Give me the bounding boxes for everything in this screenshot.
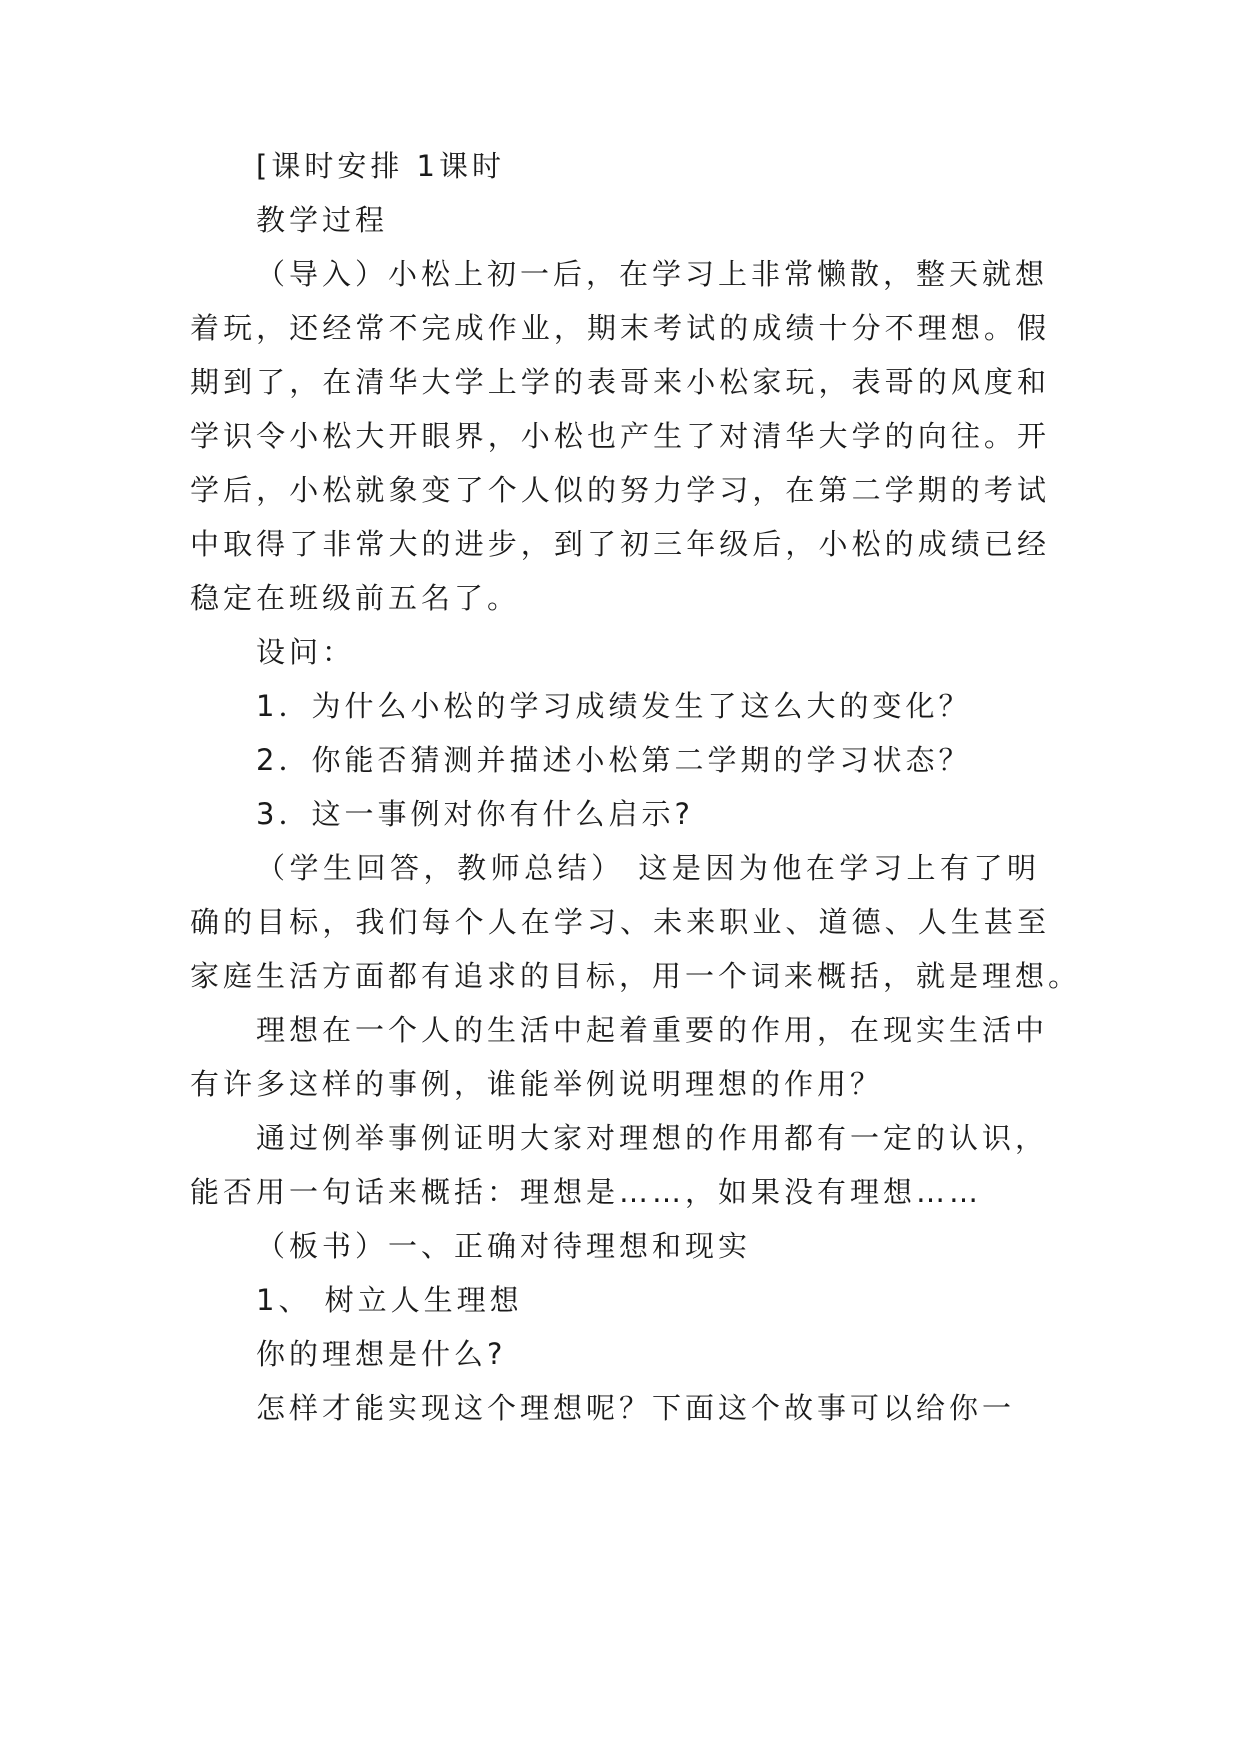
paragraph-line: （学生回答，教师总结） 这是因为他在学习上有了明: [256, 851, 1040, 885]
lesson-schedule-line: [课时安排 1课时: [256, 149, 505, 183]
question-heading: 设问：: [256, 635, 356, 669]
blackboard-heading: （板书）一、正确对待理想和现实: [256, 1229, 752, 1263]
section-heading-teaching-process: 教学过程: [256, 203, 389, 237]
paragraph-line: 着玩，还经常不完成作业，期末考试的成绩十分不理想。假: [190, 311, 1050, 345]
paragraph-line: 中取得了非常大的进步，到了初三年级后，小松的成绩已经: [190, 527, 1050, 561]
subheading-item: 1、 树立人生理想: [256, 1283, 523, 1317]
question-item: 1．为什么小松的学习成绩发生了这么大的变化？: [256, 689, 972, 723]
paragraph-line: 稳定在班级前五名了。: [190, 581, 521, 615]
question-line: 你的理想是什么?: [256, 1337, 507, 1371]
paragraph-line: 理想在一个人的生活中起着重要的作用，在现实生活中: [256, 1013, 1049, 1047]
question-item: 2．你能否猜测并描述小松第二学期的学习状态？: [256, 743, 972, 777]
paragraph-line: 家庭生活方面都有追求的目标，用一个词来概括，就是理想。: [190, 959, 1082, 993]
question-item: 3．这一事例对你有什么启示?: [256, 797, 694, 831]
paragraph-line: 有许多这样的事例，谁能举例说明理想的作用？: [190, 1067, 884, 1101]
paragraph-line: 怎样才能实现这个理想呢？下面这个故事可以给你一: [256, 1391, 1016, 1425]
paragraph-line: （导入）小松上初一后，在学习上非常懒散，整天就想: [256, 257, 1049, 291]
paragraph-line: 通过例举事例证明大家对理想的作用都有一定的认识，: [256, 1121, 1049, 1155]
paragraph-line: 能否用一句话来概括：理想是……，如果没有理想……: [190, 1175, 983, 1209]
paragraph-line: 学后，小松就象变了个人似的努力学习，在第二学期的考试: [190, 473, 1050, 507]
paragraph-line: 学识令小松大开眼界，小松也产生了对清华大学的向往。开: [190, 419, 1050, 453]
paragraph-line: 期到了，在清华大学上学的表哥来小松家玩，表哥的风度和: [190, 365, 1050, 399]
paragraph-line: 确的目标，我们每个人在学习、未来职业、道德、人生甚至: [190, 905, 1050, 939]
